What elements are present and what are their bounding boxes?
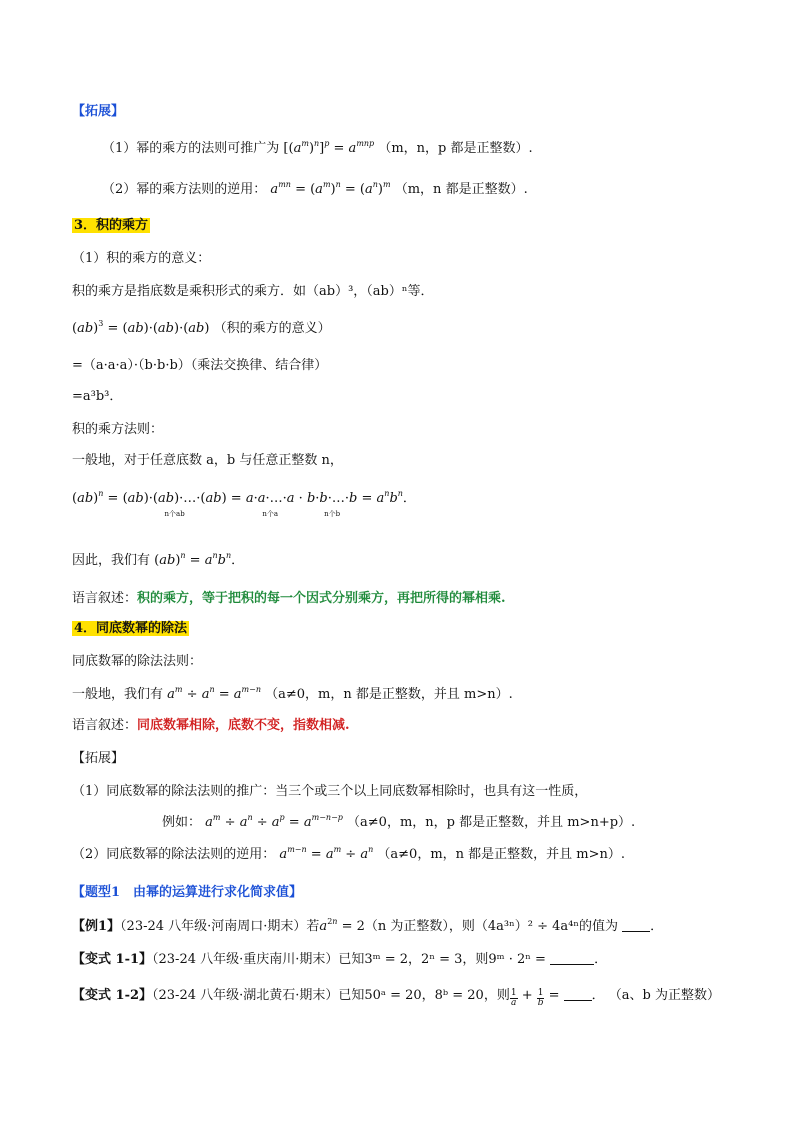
section-3-rule-text: 一般地，对于任意底数 a，b 与任意正整数 n， xyxy=(72,453,343,468)
section-3-step-3: =a³b³． xyxy=(72,389,123,404)
section-3-def-title: （1）积的乘方的意义： xyxy=(72,251,211,266)
variant-1-1-label: 【变式 1-1】 xyxy=(72,952,153,967)
answer-blank[interactable] xyxy=(564,988,592,1001)
ext-item-1-label: （1）幂的乘方的法则可推广为 xyxy=(102,141,280,156)
brace-b: b·b·…·b n个b xyxy=(306,491,358,518)
section-4-rule: 一般地，我们有 $a^m \div a^n = a^{m-n}$ （a≠0，m，n 都是正整数，并且 m>n）. xyxy=(72,685,513,702)
section-4-heading: 4．同底数幂的除法 xyxy=(74,621,188,636)
ext-item-2 xyxy=(102,181,528,199)
ext-item-2-condition: （m，n 都是正整数）. xyxy=(394,182,528,197)
topic-heading: 【题型1 由幂的运算进行求化简求值】 xyxy=(72,885,303,900)
section-3-verbal xyxy=(72,590,506,608)
verbal-label: 语言叙述： xyxy=(72,591,138,606)
ext-item-1-condition: （m，n，p 都是正整数）. xyxy=(378,141,533,156)
example-1: 【例1】（23-24 八年级·河南周口·期末）若$a^{2n} = 2(n$ 为正整数），则（4a³ⁿ）² ÷ 4a⁴ⁿ的值为 ． xyxy=(72,917,664,934)
variant-1-2-label: 【变式 1-2】 xyxy=(72,988,153,1003)
variant-1-1: 【变式 1-1】（23-24 八年级·重庆南川·期末）已知3ᵐ = 2，2ⁿ = 3，则9ᵐ · 2ⁿ = ． xyxy=(72,952,608,967)
answer-blank[interactable] xyxy=(550,952,594,965)
section-3-step-1 xyxy=(72,320,331,338)
brace-a: a·a·…·a n个a xyxy=(245,491,295,518)
ext-item-2-formula: $a^{mn} = (a^m)^n = (a^n)^m$ xyxy=(270,180,391,197)
section-3-derivation: (ab)$^n$ = (ab)·(ab)·…·(ab) n个ab = a·a·…·a n个a · b·b·…·b n个b = $a^nb^n$． xyxy=(72,489,416,518)
variant-1-2: 【变式 1-2】（23-24 八年级·湖北黄石·期末）已知50ᵃ = 20，8ᵇ = 20，则 $\frac{1}{a}$ + $\frac{1}{b}$ = ． （a、b 为正整数） xyxy=(72,988,720,1008)
section-4-ext-1: （1）同底数幂的除法法则的推广：当三个或三个以上同底数幂相除时，也具有这一性质， xyxy=(72,784,588,799)
section-3-def-text: 积的乘方是指底数是乘积形式的乘方．如（ab）³，（ab）ⁿ等． xyxy=(72,284,434,299)
section-4-ext-1-example: 例如： $a^m \div a^n \div a^p = a^{m-n-p}$ （a≠0，m，n，p 都是正整数，并且 m>n+p）. xyxy=(162,813,636,830)
section-4-ext-title: 【拓展】 xyxy=(72,751,125,766)
step-1-formula: (ab)$^3$ = (ab)·(ab)·(ab) xyxy=(72,319,210,336)
ext-title: 【拓展】 xyxy=(72,104,125,119)
example-1-label: 【例1】 xyxy=(72,919,121,934)
verbal-text: 积的乘方，等于把积的每一个因式分别乘方，再把所得的幂相乘. xyxy=(137,591,506,606)
section-4-verbal: 语言叙述：同底数幂相除，底数不变，指数相减. xyxy=(72,718,350,733)
ext-item-1-formula: $[(a^m)^n]^p = a^{mnp}$ xyxy=(283,139,375,156)
ext-item-1 xyxy=(102,140,533,158)
answer-blank[interactable] xyxy=(622,919,650,932)
section-4-ext-2: （2）同底数幂的除法法则的逆用： $a^{m-n} = a^m \div a^n$ （a≠0，m，n 都是正整数，并且 m>n）. xyxy=(72,845,626,862)
ext-item-2-label: （2）幂的乘方法则的逆用： xyxy=(102,182,267,197)
brace-ab: (ab)·(ab)·…·(ab) n个ab xyxy=(122,491,227,518)
section-3-rule-title: 积的乘方法则： xyxy=(72,422,164,437)
section-3-conclusion: 因此，我们有 $(ab)^n = a^nb^n$． xyxy=(72,551,245,568)
section-4-rule-title: 同底数幂的除法法则： xyxy=(72,654,203,669)
section-3-step-2: =（a·a·a）·（b·b·b）（乘法交换律、结合律） xyxy=(72,358,328,373)
step-1-note: （积的乘方的意义） xyxy=(213,321,331,336)
section-3-heading: 3．积的乘方 xyxy=(74,218,149,233)
